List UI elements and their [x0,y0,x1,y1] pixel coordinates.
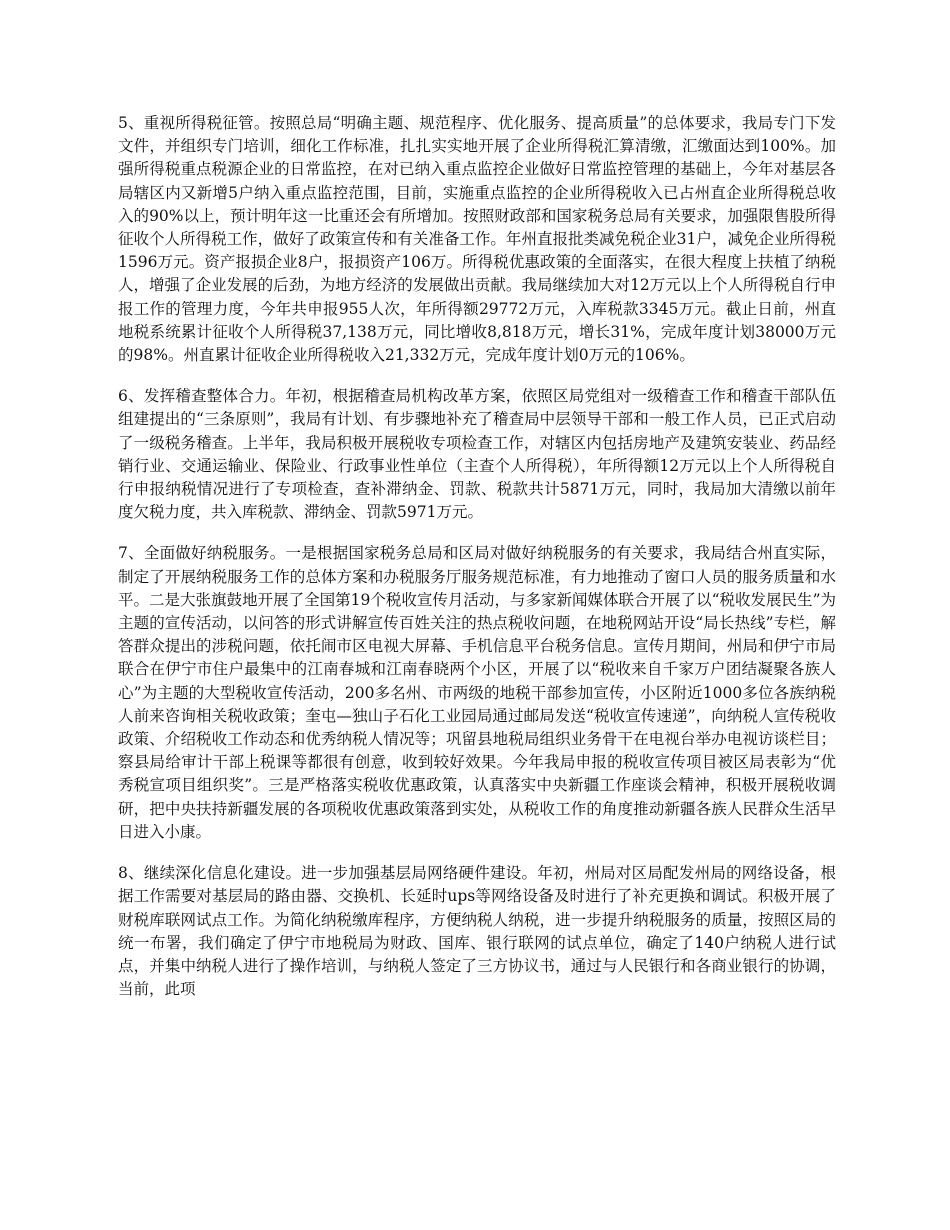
document-body [118,112,836,1019]
paragraph-informatization: 8、继续深化信息化建设。进一步加强基层局网络硬件建设。年初，州局对区局配发州局的网络设备，根据工作需要对基层局的路由器、交换机、长延时ups等网络设备及时进行了补充更换和调试。积极开展了财税库联网试点工作。为简化纳税缴库程序，方便纳税人纳税，进一步提升纳税服务的质量，按照区局的统一布署，我们确定了伊宁市地税局为财政、国库、银行联网的试点单位，确定了140户纳税人进行试点，并集中纳税人进行了操作培训，与纳税人签定了三方协议书，通过与人民银行和各商业银行的协调，当前，此项 [118,864,836,999]
paragraph-inspection: 6、发挥稽查整体合力。年初，根据稽查局机构改革方案，依照区局党组对一级稽查工作和稽查干部队伍组建提出的“三条原则”，我局有计划、有步骤地补充了稽查局中层领导干部和一般工作人员，已正式启动了一级税务稽查。上半年，我局积极开展税收专项检查工作，对辖区内包括房地产及建筑安装业、药品经销行业、交通运输业、保险业、行政事业性单位（主查个人所得税），年所得额12万元以上个人所得税自行申报纳税情况进行了专项检查，查补滞纳金、罚款、税款共计5871万元，同时，我局加大清缴以前年度欠税力度，共入库税款、滞纳金、罚款5971万元。 [118,387,836,522]
paragraph-income-tax: 5、重视所得税征管。按照总局“明确主题、规范程序、优化服务、提高质量”的总体要求，我局专门下发文件，并组织专门培训，细化工作标准，扎扎实实地开展了企业所得税汇算清缴，汇缴面达到100%。加强所得税重点税源企业的日常监控，在对已纳入重点监控企业做好日常监控管理的基础上，今年对基层各局辖区内又新增5户纳入重点监控范围，目前，实施重点监控的企业所得税收入已占州直企业所得税总收入的90%以上，预计明年这一比重还会有所增加。按照财政部和国家税务总局有关要求，加强限售股所得征收个人所得税工作，做好了政策宣传和有关准备工作。年州直报批类减免税企业31户，减免企业所得税1596万元。资产报损企业8户，报损资产106万。所得税优惠政策的全面落实，在很大程度上扶植了纳税人，增强了企业发展的后劲，为地方经济的发展做出贡献。我局继续加大对12万元以上个人所得税自行申报工作的管理力度，今年共申报955人次，年所得额29772万元，入库税款3345万元。截止日前，州直地税系统累计征收个人所得税37,138万元，同比增收8,818万元，增长31%，完成年度计划38000万元的98%。州直累计征收企业所得税收入21,332万元，完成年度计划0万元的106%。 [118,114,836,365]
paragraph-taxpayer-service: 7、全面做好纳税服务。一是根据国家税务总局和区局对做好纳税服务的有关要求，我局结合州直实际，制定了开展纳税服务工作的总体方案和办税服务厅服务规范标准，有力地推动了窗口人员的服务质量和水平。二是大张旗鼓地开展了全国第19个税收宣传月活动，与多家新闻媒体联合开展了以“税收发展民生”为主题的宣传活动，以问答的形式讲解宣传百姓关注的热点税收问题，在地税网站开设“局长热线”专栏，解答群众提出的涉税问题，依托闹市区电视大屏幕、手机信息平台税务信息。宣传月期间，州局和伊宁市局联合在伊宁市住户最集中的江南春城和江南春晓两个小区，开展了以“税收来自千家万户团结凝聚各族人心”为主题的大型税收宣传活动，200多名州、市两级的地税干部参加宣传，小区附近1000多位各族纳税人前来咨询相关税收政策；奎屯—独山子石化工业园局通过邮局发送“税收宣传速递”，向纳税人宣传税收政策、介绍税收工作动态和优秀纳税人情况等；巩留县地税局组织业务骨干在电视台举办电视访谈栏目；察县局给审计干部上税课等都很有创意，收到较好效果。今年我局申报的税收宣传项目被区局表彰为“优秀税宣项目组织奖”。三是严格落实税收优惠政策，认真落实中央新疆工作座谈会精神，积极开展税收调研，把中央扶持新疆发展的各项税收优惠政策落到实处，从税收工作的角度推动新疆各族人民群众生活早日进入小康。 [118,544,836,841]
